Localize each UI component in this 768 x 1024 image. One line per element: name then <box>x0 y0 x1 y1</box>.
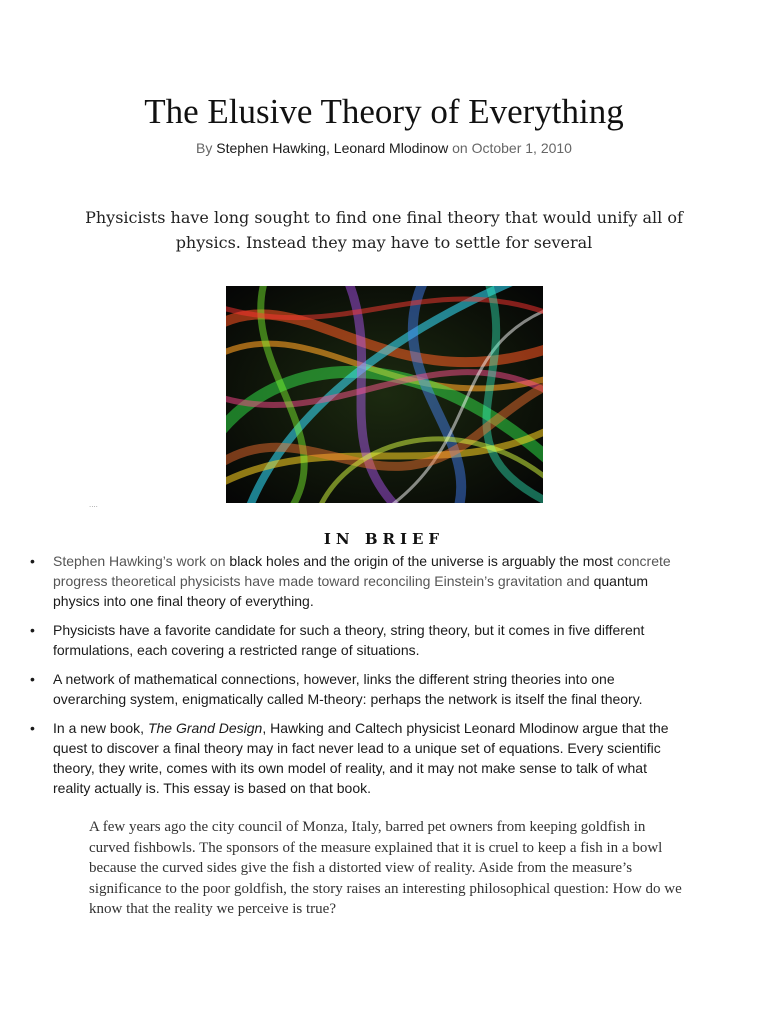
hero-image <box>226 286 543 503</box>
list-item <box>0 620 683 660</box>
hero-image-art <box>226 286 543 503</box>
bullet-text-part: quantum physics into one final theory of everything. <box>53 573 649 609</box>
image-caption: .... <box>89 500 98 509</box>
bullet-icon: • <box>30 622 35 638</box>
in-brief-heading: IN BRIEF <box>323 530 445 548</box>
bullet-text-part: In a new book, <box>53 720 148 736</box>
list-item <box>0 669 683 709</box>
body-paragraph: A few years ago the city council of Monza, Italy, barred pet owners from keeping goldfish in curved fishbowls. The sponsors of the measure explained that it is cruel to keep a fish in a bowl because the curved sides give the fish a distorted view of reality. Aside from the measure’s significance to the poor goldfish, the story raises an interesting philosophical question: How do we know that the reality we perceive is true? <box>89 819 682 917</box>
byline <box>0 140 768 156</box>
bullet-text-part: concrete progress theoretical physicists have made toward reconciling Einstein’s gravitation and <box>53 553 671 589</box>
article-title: The Elusive Theory of Everything <box>144 92 624 131</box>
bullet-text: Physicists have a favorite candidate for such a theory, string theory, but it comes in five different formulations, each covering a restricted range of situations. <box>53 622 645 658</box>
byline-date-prefix: on <box>448 140 472 156</box>
bullet-text-part: , Hawking and Caltech physicist Leonard Mlodinow argue that the quest to discover a final theory may in fact never lead to a unique set of equations. Every scientific theory, they write, comes with its own model of reality, and it may not make sense to talk of what reality actually is. This essay is based on that book. <box>53 720 669 796</box>
byline-prefix: By <box>196 140 217 156</box>
publish-date: October 1, 2010 <box>471 140 572 156</box>
bullet-text: A network of mathematical connections, however, links the different string theories into one overarching system, enigmatically called M-theory: perhaps the network is itself the final theory. <box>53 671 643 707</box>
bullet-text-part: Stephen Hawking’s work on <box>53 553 230 569</box>
article-deck: Physicists have long sought to find one final theory that would unify all of physics. Instead they may have to settle for several <box>85 208 683 252</box>
book-title: The Grand Design <box>147 720 263 736</box>
author-link[interactable]: Stephen Hawking, Leonard Mlodinow <box>216 140 449 156</box>
list-item <box>0 718 683 798</box>
in-brief-list <box>0 551 768 807</box>
bullet-icon: • <box>30 553 35 569</box>
bullet-icon: • <box>30 671 35 687</box>
list-item <box>0 551 683 611</box>
bullet-text-part: black holes and the origin of the universe is arguably the most <box>229 553 614 569</box>
bullet-icon: • <box>30 720 35 736</box>
